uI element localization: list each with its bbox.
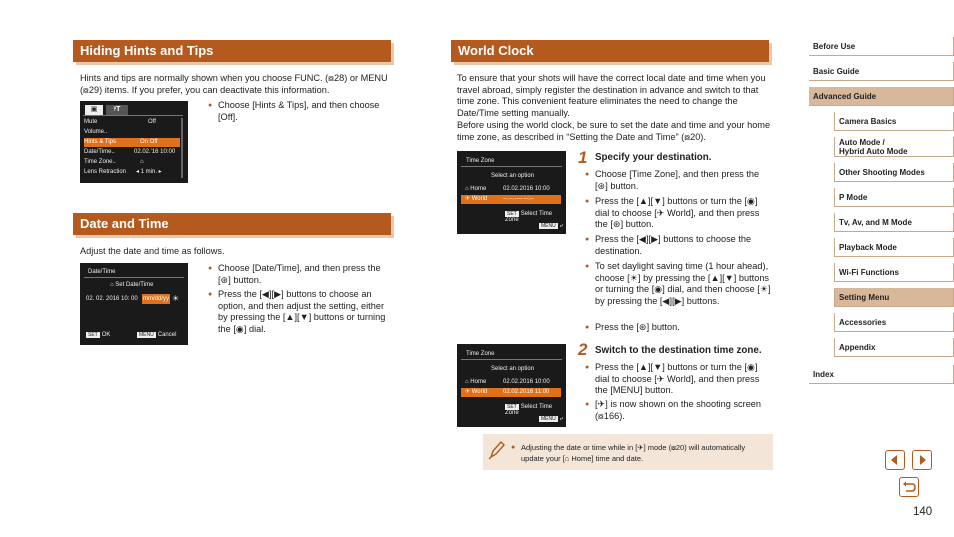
tz-home-row [461,378,561,387]
tz-world-row [461,195,561,204]
menu-row [84,168,180,177]
sidebar-item-before-use[interactable]: Before Use [809,37,954,56]
menu-row [84,148,180,157]
menu-screen [80,101,188,183]
sidebar-item-advanced-guide[interactable]: Advanced Guide [809,87,954,106]
tz-title: Time Zone [466,351,495,357]
tz-title: Time Zone [466,158,495,164]
next-page-button[interactable] [912,450,932,470]
menu-row [84,128,180,137]
tz-world-row [461,388,561,397]
step-bullet: ● Press the [▲][▼] buttons or turn the [◉] dial to choose [✈ World], and then press the [MENU] button. [585,362,773,397]
menu-row-value: ◂ 1 min. ▸ [136,169,162,175]
home-icon: ⌂ [465,186,469,192]
step-bullet: ● Choose [Time Zone], and then press the [⊛] button. [585,169,773,192]
sidebar-item-auto-mode-hybrid-auto-mode[interactable]: Auto Mode / Hybrid Auto Mode [834,137,954,157]
world-value: 02.02.2016 11:00 [503,389,550,395]
cancel-label: Cancel [157,332,177,338]
date-heading: Date and Time [73,213,391,235]
date-bullet: ● Choose [Date/Time], and then press the [⊛] button. [208,263,394,286]
step-bullet: ● To set daylight saving time (1 hour ahead), choose [☀] by pressing the [▲][▼] buttons or turning the [◉] dial, and then choose [☀] by pressing the [◀][▶] buttons. [585,261,773,307]
return-icon [900,478,918,496]
world-clock-intro: To ensure that your shots will have the correct local date and time when you travel abroad, simply register the destination in advance and switch to that time zone. This convenient feature eliminates the need to change the Date/Time setting manually. [457,73,766,118]
sidebar-item-p-mode[interactable]: P Mode [834,188,954,207]
sidebar-item-camera-basics[interactable]: Camera Basics [834,112,954,131]
home-value: 02.02.2016 10:00 [503,379,550,385]
tz-prompt: Select an option [491,173,535,179]
back-hint [539,416,563,423]
menu-tag: MENU [541,223,556,229]
arrow-left-icon [886,451,904,469]
step-bullet: ● Press the [▲][▼] buttons or turn the [◉] dial to choose [✈ World], and then press the [⊛] button. [585,196,773,231]
step-title: Switch to the destination time zone. [595,345,762,356]
date-bullet: ● Press the [◀][▶] buttons to choose an option, and then adjust the setting, either by pressing the [▲][▼] buttons or turning the [◉] dial. [208,289,394,335]
step-title: Specify your destination. [595,152,712,163]
set-tag: SET [88,332,98,338]
tz-home-row [461,185,561,194]
date-format-field: mm/dd/yy [142,296,169,302]
select-tz-hint [505,404,566,416]
airplane-icon: ✈ [465,389,471,395]
select-tz-label: Select Time Zone [505,211,553,223]
home-icon: ⌂ [465,379,469,385]
back-hint [539,223,563,230]
step-bullet: ● Press the [◀][▶] buttons to choose the destination. [585,234,773,257]
menu-row-value: 02.02.'16 10:00 [134,149,176,155]
menu-row-label: Hints & Tips [84,139,117,145]
home-label: Home [470,186,487,192]
date-fields: 02. 02. 2016 10: 00 [86,296,138,302]
return-button[interactable] [899,477,919,497]
sidebar-item-setting-menu[interactable]: Setting Menu [834,288,954,307]
world-label: World [471,389,488,395]
home-icon: ⌂ [140,159,144,165]
step-bullet: ● [✈] is now shown on the shooting screen (⧇166). [585,399,773,422]
menu-row-label: Time Zone.. [84,159,116,165]
world-value: --.--.---- --:-- [503,196,534,202]
pencil-icon [488,440,506,460]
time-zone-screen [457,151,566,234]
return-icon: ⤶ [559,416,564,422]
set-date-subtitle: ⌂ Set Date/Time [110,282,154,288]
world-clock-intro-2: Before using the world clock, be sure to set the date and time and your home time zone, as described in “Setting the Date and Time” (⧇20). [457,120,771,142]
sidebar-item-basic-guide[interactable]: Basic Guide [809,62,954,81]
menu-row-selected [84,138,180,147]
menu-tag: MENU [139,332,154,338]
hints-heading: Hiding Hints and Tips [73,40,391,62]
sidebar-item-accessories[interactable]: Accessories [834,313,954,332]
set-tag: SET [507,404,517,410]
date-screen-title: Date/Time [88,269,116,275]
home-value: 02.02.2016 10:00 [503,186,550,192]
select-tz-label: Select Time Zone [505,404,553,416]
menu-row [84,118,180,127]
scrollbar [181,118,183,178]
return-icon: ⤶ [559,223,564,229]
world-clock-heading: World Clock [451,40,769,62]
prev-page-button[interactable] [885,450,905,470]
menu-row-label: Mute [84,119,98,125]
sidebar-item-other-shooting-modes[interactable]: Other Shooting Modes [834,163,954,182]
cancel-hint [137,332,176,338]
time-zone-screen-2 [457,344,566,427]
menu-tag: MENU [541,416,556,422]
menu-row-label: Volume.. [84,129,108,135]
date-intro: Adjust the date and time as follows. [80,246,225,256]
tip-text: ● Adjusting the date or time while in [✈] mode (⧇20) will automatically update your [⌂ Home] time and date. [511,442,756,464]
sidebar-item-playback-mode[interactable]: Playback Mode [834,238,954,257]
set-tag: SET [507,211,517,217]
airplane-icon: ✈ [465,196,471,202]
setup-tab-icon: ʸT [106,105,128,115]
sidebar-item-wi-fi-functions[interactable]: Wi-Fi Functions [834,263,954,282]
camera-tab-icon: ▣ [85,105,103,115]
hints-intro: Hints and tips are normally shown when you choose FUNC. (⧇28) or MENU (⧇29) items. If you prefer, you can deactivate this information. [80,73,388,95]
menu-row-value: On Off [140,139,158,145]
dst-icon: ☀ [172,294,180,303]
ok-label: OK [101,332,111,338]
sidebar-item-appendix[interactable]: Appendix [834,338,954,357]
date-screen [80,263,188,345]
step-number: 1 [578,148,588,167]
menu-row [84,158,180,167]
step-number: 2 [578,340,588,359]
page-number: 140 [913,506,933,518]
menu-row-value: Off [148,119,156,125]
sidebar-item-tv-av-and-m-mode[interactable]: Tv, Av, and M Mode [834,213,954,232]
menu-row-label: Date/Time.. [84,149,115,155]
home-label: Home [470,379,487,385]
hints-bullet: ● Choose [Hints & Tips], and then choose [Off]. [208,100,394,123]
sidebar-item-index[interactable]: Index [809,365,954,384]
select-tz-hint [505,211,566,223]
tip-box [483,434,773,470]
menu-row-label: Lens Retraction [84,169,127,175]
ok-hint [86,332,110,338]
world-label: World [471,196,488,202]
tz-prompt: Select an option [491,366,535,372]
arrow-right-icon [913,451,931,469]
step-bullet: ● Press the [⊛] button. [585,322,773,334]
